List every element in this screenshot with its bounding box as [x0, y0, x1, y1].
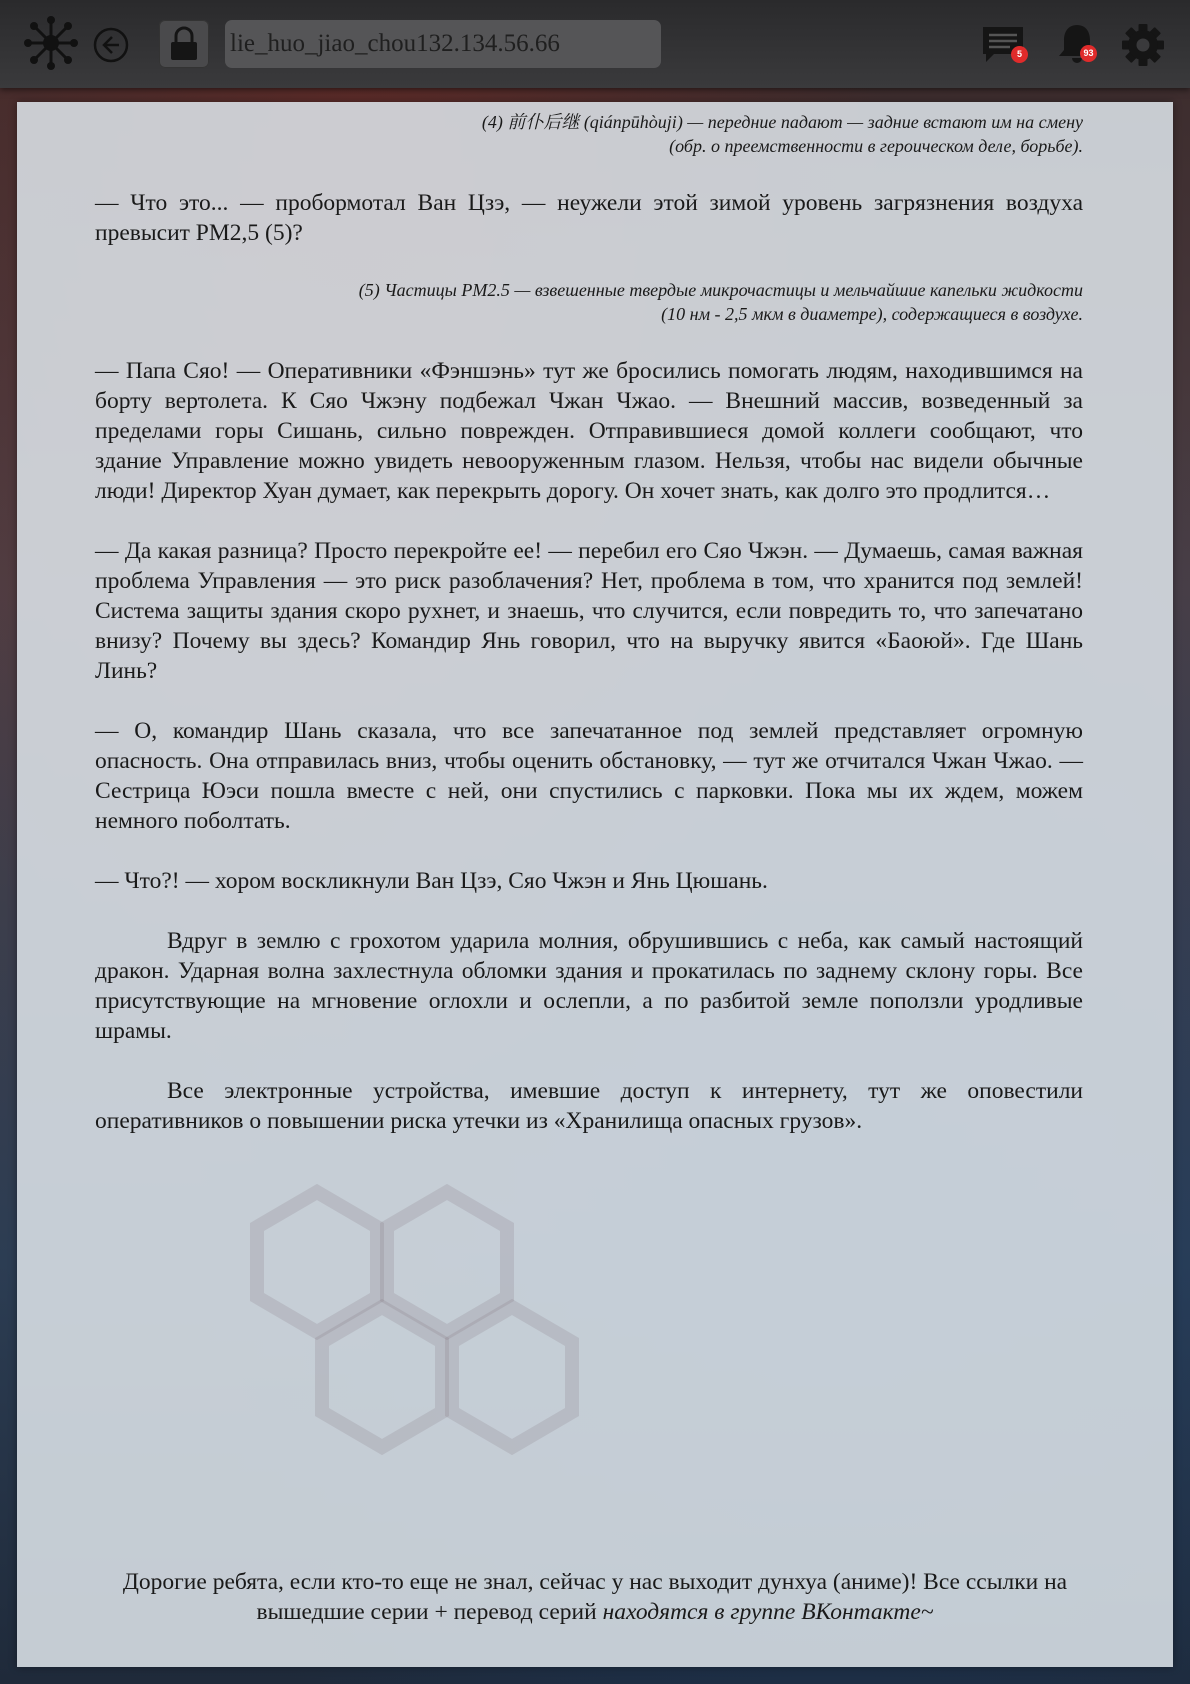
paragraph-3: — Да какая разница? Просто перекройте ее! — перебил его Сяо Чжэн. — Думаешь, самая важная проблема Управления — это риск разоблачения? Нет, проблема в том, что хранится под землей! Система защиты здания скоро рухнет, и знаешь, что случится, если повредить то, что запечатано внизу? Почему вы здесь? Командир Янь говорил, что на выручку явится «Баоюй». Где Шань Линь?	[95, 538, 1083, 684]
announcement-note	[77, 1567, 1113, 1627]
paragraph-6: Вдруг в землю с грохотом ударила молния, обрушившись с неба, как самый настоящий дракон. Ударная волна захлестнула обломки здания и прокатилась по заднему склону горы. Все присутствующие на мгновение оглохли и ослепли, а по разбитой земле поползли уродливые шрамы.	[95, 928, 1083, 1044]
paragraph-7: Все электронные устройства, имевшие доступ к интернету, тут же оповестили оперативников о повышении риска утечки из «Хранилища опасных грузов».	[95, 1078, 1083, 1134]
gear-icon	[1120, 22, 1166, 68]
paragraph-5: — Что?! — хором воскликнули Ван Цзэ, Сяо Чжэн и Янь Цюшань.	[95, 868, 768, 894]
reader-page	[17, 102, 1173, 1667]
paragraph-4: — О, командир Шань сказала, что все запечатанное под землей представляет огромную опасность. Она отправилась вниз, чтобы оценить обстановку, — тут же отчитался Чжан Чжао. — Сестрица Юэси пошла вместе с ней, они спустились с парковки. Пока мы их ждем, можем немного поболтать.	[95, 718, 1083, 834]
paragraph-1: — Что это... — пробормотал Ван Цзэ, — неужели этой зимой уровень загрязнения воздуха превысит PM2,5 (5)?	[95, 190, 1083, 246]
chapter-text	[95, 110, 1083, 1136]
address-field[interactable]: lie_huo_jiao_chou132.134.56.66	[225, 20, 661, 68]
footnote-5-line-2: (10 нм - 2,5 мкм в диаметре), содержащиеся в воздухе.	[661, 304, 1083, 324]
announcement-text: Дорогие ребята, если кто-то еще не знал, сейчас у нас выходит дунхуа (аниме)! Все ссылки на вышедшие серии + перевод серий	[122, 1569, 1068, 1625]
lock-icon	[168, 26, 200, 62]
settings-button[interactable]	[1118, 20, 1168, 70]
paragraph-2: — Папа Сяо! — Оперативники «Фэншэнь» тут же бросились помогать людям, находившимся на борту вертолета. К Сяо Чжэну подбежал Чжан Чжао. — Внешний массив, возведенный за пределами горы Сишань, сильно поврежден. Отправившиеся домой коллеги сообщают, что здание Управление можно увидеть невооруженным глазом. Нельзя, чтобы нас видели обычные люди! Директор Хуан думает, как перекрыть дорогу. Он хочет знать, как долго это продлится…	[95, 358, 1083, 504]
messages-count-badge: 5	[1011, 46, 1028, 63]
network-hub-icon[interactable]	[22, 14, 80, 72]
footnote-4	[95, 110, 1083, 158]
notifications-button[interactable]	[1054, 20, 1100, 68]
footnote-5	[95, 278, 1083, 326]
footnote-4-line-2: (обр. о преемственности в героическом деле, борьбе).	[669, 136, 1083, 156]
messages-button[interactable]	[978, 22, 1028, 68]
lock-button[interactable]	[159, 20, 209, 68]
top-toolbar	[0, 0, 1190, 88]
footnote-5-line-1: (5) Частицы PM2.5 — взвешенные твердые микрочастицы и мельчайшие капельки жидкости	[358, 280, 1083, 300]
notifications-count-badge: 93	[1080, 45, 1097, 62]
announcement-link-text: находятся в группе ВКонтакте~	[602, 1599, 934, 1625]
back-arrow-icon[interactable]	[92, 26, 130, 64]
footnote-4-line-1: (4) 前仆后继 (qiánpūhòuji) — передние падают — задние встают им на смену	[481, 112, 1083, 132]
